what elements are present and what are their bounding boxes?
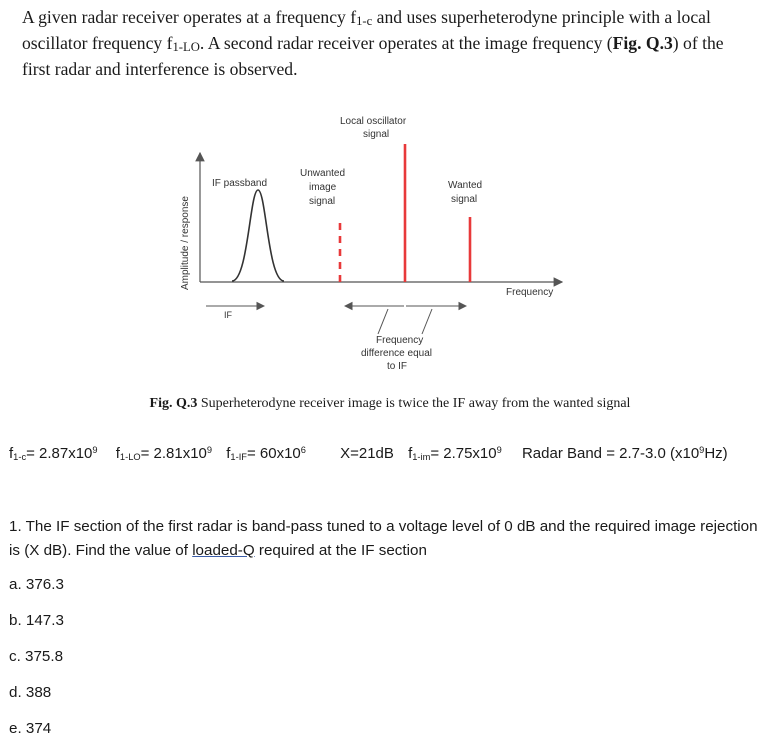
option-a[interactable]: a. 376.3 bbox=[9, 576, 64, 593]
param-x: X=21dB bbox=[340, 445, 394, 463]
param-radar-band: Radar Band = 2.7-3.0 $(x10^9Hz)$ bbox=[521, 445, 728, 463]
lo-label-line1: Local oscillator bbox=[340, 116, 407, 127]
wanted-label-line1: Wanted bbox=[448, 180, 483, 191]
y-axis-label: Amplitude / response bbox=[180, 196, 191, 290]
problem-statement: A given radar receiver operates at a frequency f1-c and uses superheterodyne principle with a local oscillator frequency f1-LO. A second radar receiver operates at the image frequency (Fig. Q.3) of the first radar and interference is observed. bbox=[22, 7, 724, 79]
unwanted-label-line2: image bbox=[309, 182, 337, 193]
option-c[interactable]: c. 375.8 bbox=[9, 648, 64, 665]
param-f1if: $f_{1-IF}= 60x10^6$ bbox=[226, 445, 306, 463]
option-d[interactable]: d. 388 bbox=[9, 684, 52, 701]
lo-label-line2: signal bbox=[363, 129, 390, 140]
if-label: IF bbox=[224, 310, 232, 320]
freq-diff-leader-1 bbox=[378, 309, 388, 334]
question-text: 1. The IF section of the first radar is band-pass tuned to a voltage level of 0 dB and the required image rejection is (X dB). Find the value of loaded-Q required at the IF section bbox=[9, 518, 758, 559]
freq-diff-label-line2: difference equal bbox=[361, 348, 432, 359]
unwanted-label-line1: Unwanted bbox=[300, 168, 346, 179]
unwanted-label-line3: signal bbox=[309, 196, 336, 207]
if-passband-curve bbox=[232, 190, 284, 281]
figure-reference: Fig. Q.3 bbox=[612, 32, 673, 53]
caption-text: Superheterodyne receiver image is twice the IF away from the wanted signal bbox=[197, 396, 631, 411]
figure-caption bbox=[0, 396, 780, 412]
param-f1lo: $f_{1-LO}= 2.81x10^9$ bbox=[115, 445, 213, 463]
option-b[interactable]: b. 147.3 bbox=[9, 612, 64, 629]
freq-diff-leader-2 bbox=[422, 309, 432, 334]
subscript-f1lo: 1-LO bbox=[172, 39, 200, 54]
param-f1im: $f_{1-im}= 2.75x10^9$ bbox=[408, 445, 502, 463]
subscript-f1c: 1-c bbox=[356, 13, 373, 28]
loaded-q-term: loaded-Q bbox=[192, 542, 255, 559]
x-axis-label: Frequency bbox=[506, 287, 554, 298]
wanted-label-line2: signal bbox=[451, 194, 478, 205]
param-f1c: $f_{1-c}= 2.87x10^9$ bbox=[9, 445, 98, 463]
parameter-list bbox=[9, 445, 779, 462]
freq-diff-label-line3: to IF bbox=[387, 361, 408, 372]
caption-fig-number: Fig. Q.3 bbox=[149, 396, 198, 411]
freq-diff-label-line1: Frequency bbox=[376, 335, 424, 346]
if-passband-label: IF passband bbox=[212, 178, 268, 189]
option-e[interactable]: e. 374 bbox=[9, 720, 52, 737]
